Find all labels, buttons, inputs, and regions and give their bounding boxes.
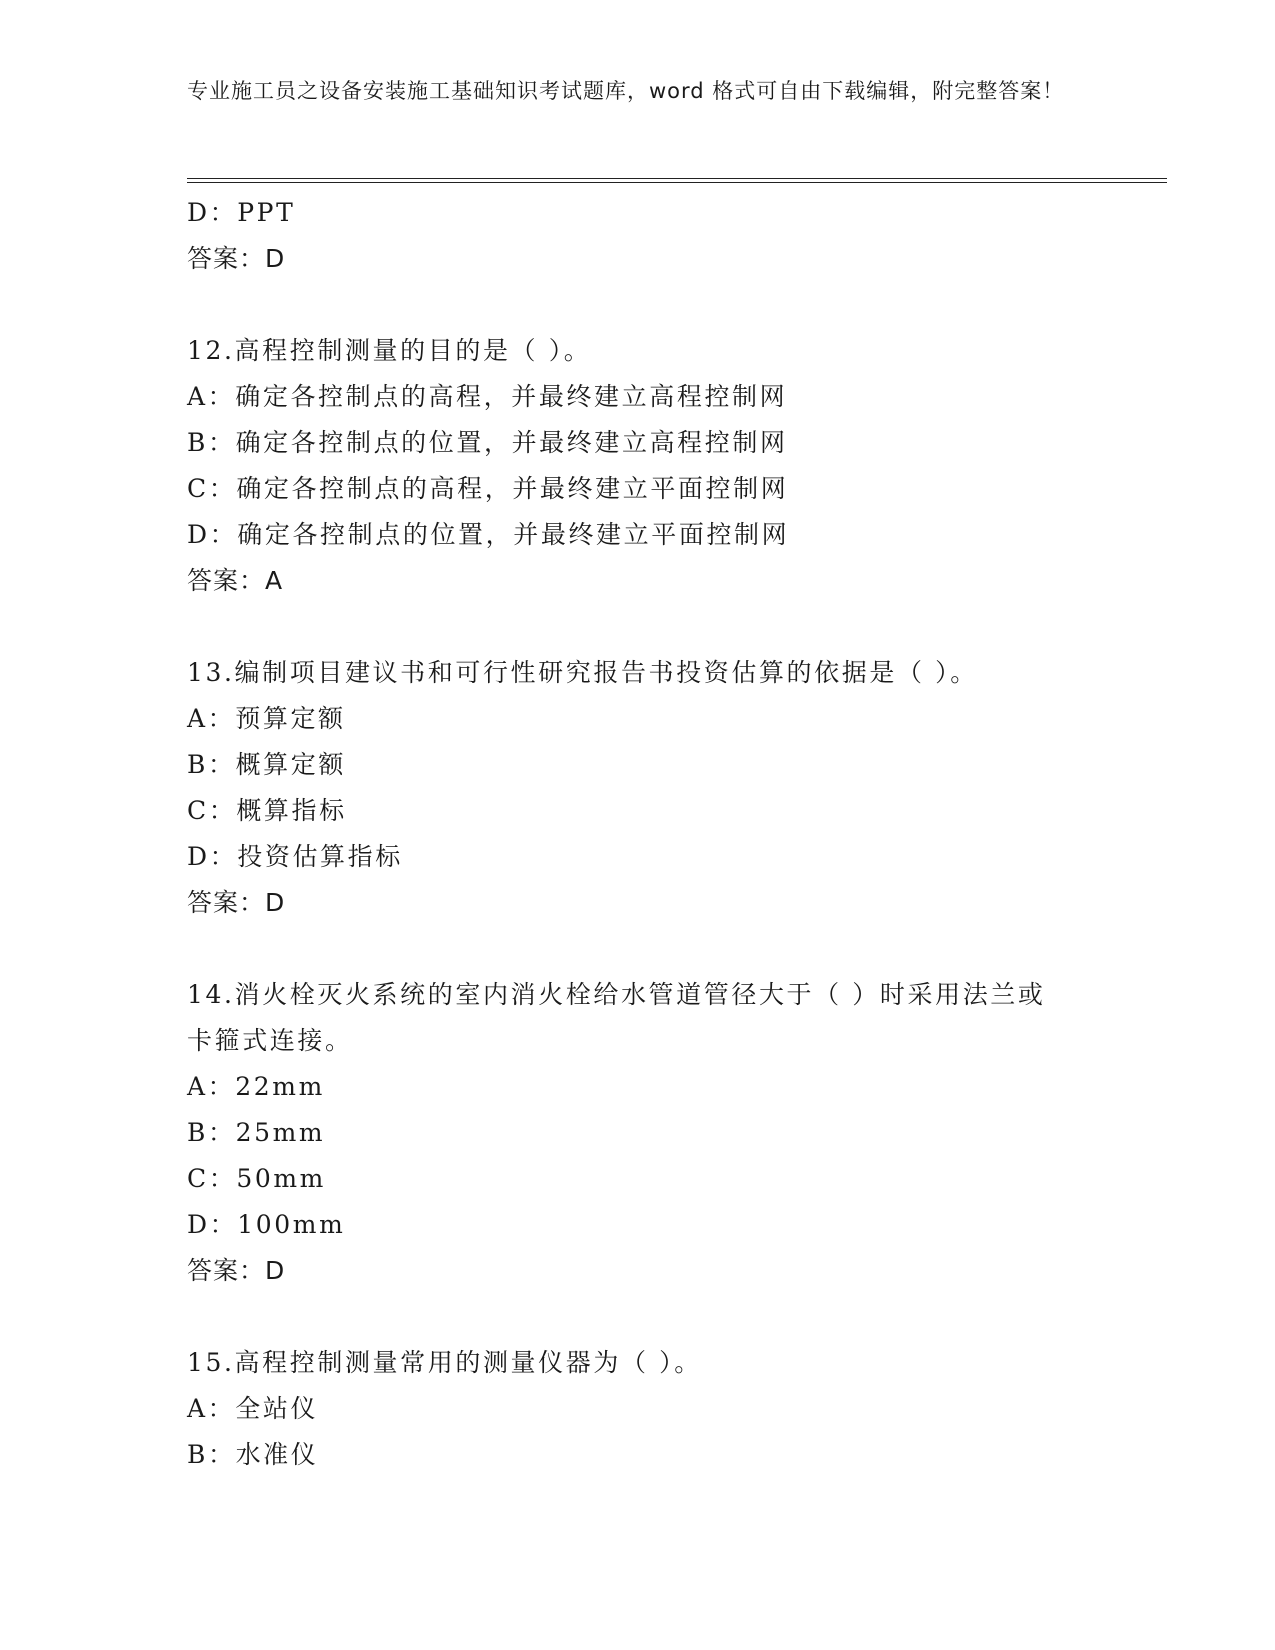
option-c: C：概算指标 [187,796,347,825]
option-a: A：确定各控制点的高程，并最终建立高程控制网 [187,382,788,411]
spacer [187,926,1167,972]
answer-line: 答案：D [187,244,286,273]
option-d: D：100mm [187,1210,346,1239]
document-header: 专业施工员之设备安装施工基础知识考试题库，word 格式可自由下载编辑，附完整答案！ [187,79,1065,103]
question-12 [187,328,1167,604]
option-a: A：预算定额 [187,704,346,733]
option-d: D：确定各控制点的位置，并最终建立平面控制网 [187,520,790,549]
question-stem: 15.高程控制测量常用的测量仪器为（ ）。 [187,1348,702,1377]
option-b: B：概算定额 [187,750,346,779]
answer-line: 答案：D [187,888,286,917]
spacer [187,1294,1167,1340]
question-stem: 14.消火栓灭火系统的室内消火栓给水管道管径大于（ ）时采用法兰或卡箍式连接。 [187,980,1046,1055]
option-d: D：PPT [187,198,296,227]
option-a: A：22mm [187,1072,325,1101]
option-b: B：水准仪 [187,1440,319,1469]
question-list [187,190,1167,1478]
option-b: B：25mm [187,1118,326,1147]
question-stem: 12.高程控制测量的目的是（ ）。 [187,336,592,365]
question-15 [187,1340,1167,1478]
option-c: C：确定各控制点的高程，并最终建立平面控制网 [187,474,789,503]
spacer [187,604,1167,650]
option-b: B：确定各控制点的位置，并最终建立高程控制网 [187,428,788,457]
question-14 [187,972,1167,1294]
option-a: A：全站仪 [187,1394,319,1423]
spacer [187,282,1167,328]
option-c: C：50mm [187,1164,326,1193]
header-divider [187,178,1167,183]
option-d: D：投资估算指标 [187,842,403,871]
answer-line: 答案：D [187,1256,286,1285]
question-stem: 13.编制项目建议书和可行性研究报告书投资估算的依据是（ ）。 [187,658,978,687]
question-13 [187,650,1167,926]
answer-line: 答案：A [187,566,284,595]
